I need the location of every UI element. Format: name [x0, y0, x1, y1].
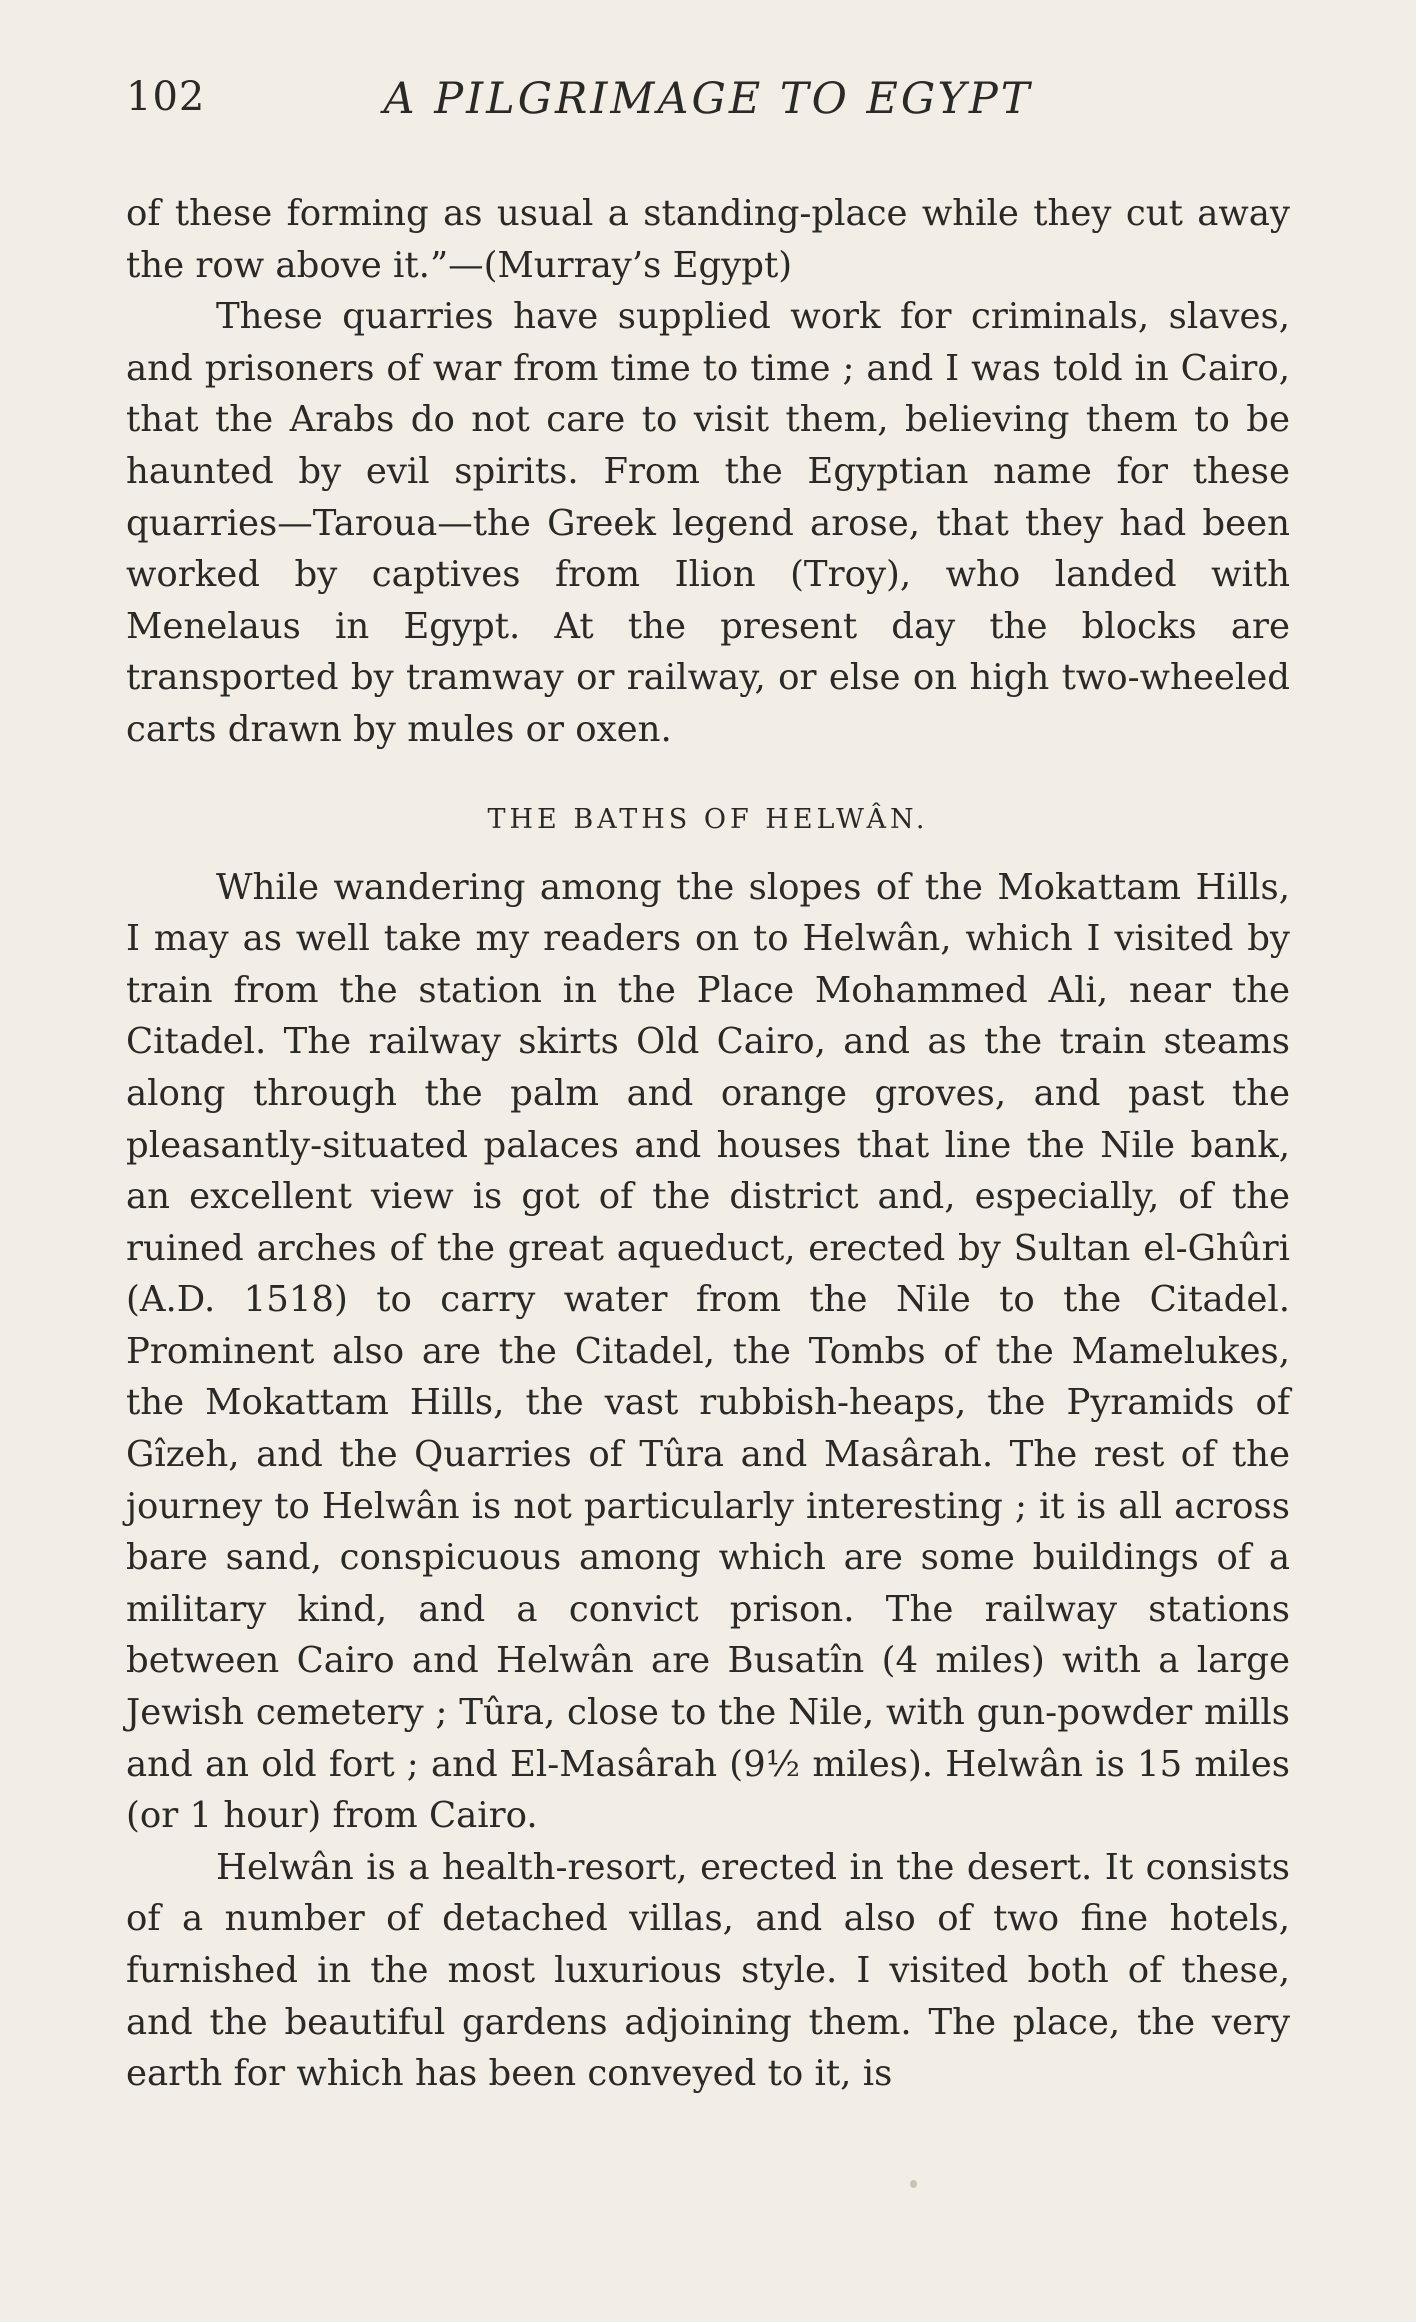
paragraph-quarries: These quarries have supplied work for criminals, slaves, and prisoners of war from time to time ; and I was told in Cairo, that the Arabs do not care to visit them, believing them to be haunted by evil spirits. From the Egyptian name for these quarries—Taroua—the Greek legend arose, that they had been worked by captives from Ilion (Troy), who landed with Menelaus in Egypt. At the present day the blocks are transported by tramway or railway, or else on high two-wheeled carts drawn by mules or oxen. — [126, 296, 1290, 750]
book-page — [126, 66, 1290, 2226]
ink-speck — [910, 2180, 917, 2188]
paragraph-journey: While wandering among the slopes of the Mokattam Hills, I may as well take my readers on to Helwân, which I visited by train from the station in the Place Mohammed Ali, near the Citadel. The railway skirts Old Cairo, and as the train steams along through the palm and orange groves, and past the pleasantly-situated palaces and houses that line the Nile bank, an excellent view is got of the district and, especially, of the ruined arches of the great aqueduct, erected by Sultan el-Ghûri (A.D. 1518) to carry water from the Nile to the Citadel. Prominent also are the Citadel, the Tombs of the Mamelukes, the Mokattam Hills, the vast rubbish-heaps, the Pyramids of Gîzeh, and the Quarries of Tûra and Masârah. The rest of the journey to Helwân is not particularly interesting ; it is all across bare sand, conspicuous among which are some buildings of a military kind, and a convict prison. The railway stations between Cairo and Helwân are Busatîn (4 miles) with a large Jewish cemetery ; Tûra, close to the Nile, with gun-powder mills and an old fort ; and El-Masârah (9½ miles). Helwân is 15 miles (or 1 hour) from Cairo. — [126, 866, 1290, 1837]
page-number: 102 — [126, 74, 206, 120]
paragraph-health-resort: Helwân is a health-resort, erected in the desert. It consists of a number of detached villas, and also of two fine hotels, furnished in the most luxurious style. I visited both of these, and the beautiful gardens adjoining them. The place, the very earth for which has been conveyed to it, is — [126, 1846, 1290, 2095]
running-head — [126, 66, 1290, 136]
paragraph-continuation: of these forming as usual a standing-place while they cut away the row above it.”—(Murray’s Egypt) — [126, 193, 1290, 286]
section-heading: THE BATHS OF HELWÂN. — [487, 803, 929, 835]
running-title: A PILGRIMAGE TO EGYPT — [383, 74, 1033, 124]
